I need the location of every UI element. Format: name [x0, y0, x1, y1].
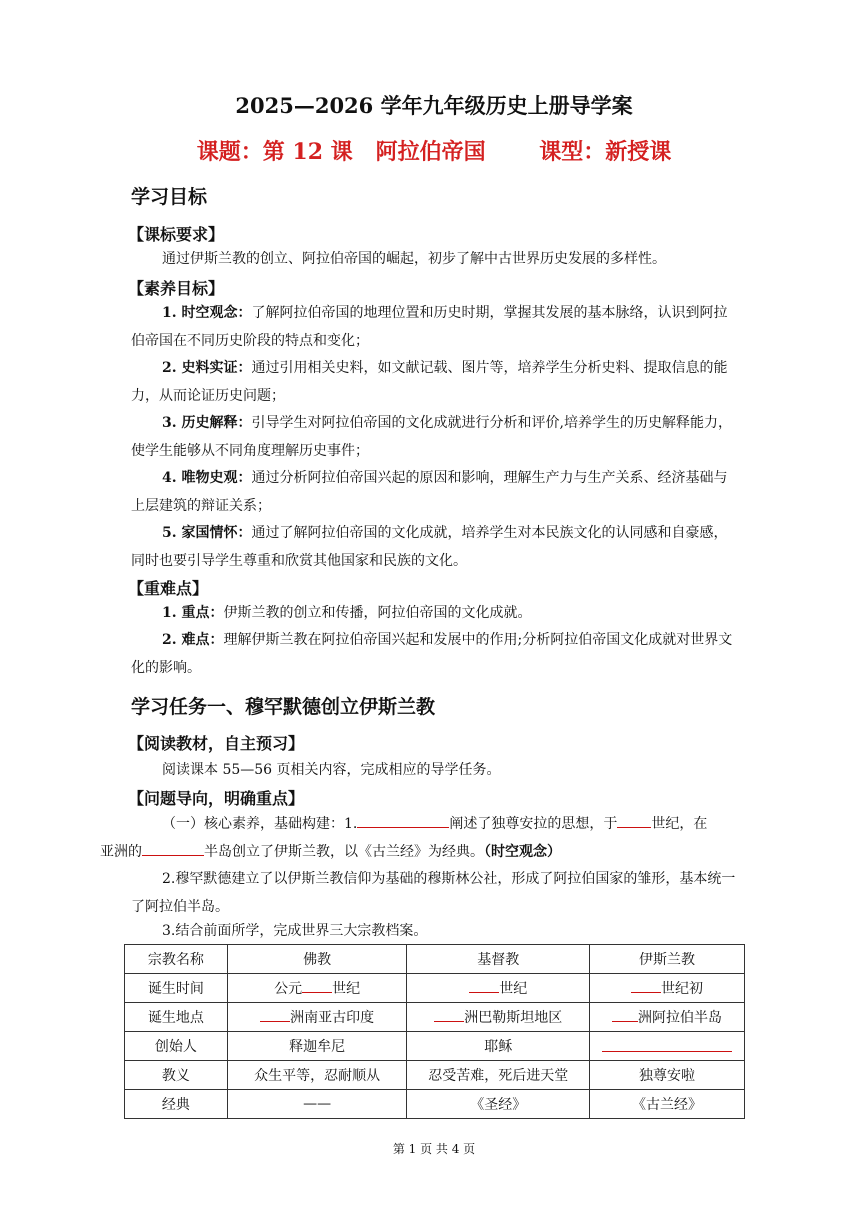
- task1-heading: 学习任务一、穆罕默德创立伊斯兰教: [131, 696, 436, 718]
- difficult-point-text: 理解伊斯兰教在阿拉伯帝国兴起和发展中的作用;分析阿拉伯帝国文化成就对世界文化的影响。: [131, 632, 733, 676]
- lesson-subtitle: 课题：第 12 课 阿拉伯帝国 课型：新授课: [196, 139, 672, 165]
- literacy-item: [131, 299, 741, 355]
- answer-blank[interactable]: [142, 841, 204, 856]
- question-3: 3.结合前面所学，完成世界三大宗教档案。: [162, 923, 428, 939]
- key-label: 【重难点】: [128, 579, 209, 598]
- answer-blank[interactable]: [469, 978, 499, 993]
- answer-blank[interactable]: [612, 1007, 638, 1022]
- cell-text: 世纪: [499, 981, 528, 997]
- table-cell: [407, 1003, 590, 1032]
- table-row-label: 创始人: [125, 1032, 228, 1061]
- table-cell: [590, 1032, 745, 1061]
- table-cell: 耶稣: [407, 1032, 590, 1061]
- answer-blank[interactable]: [260, 1007, 290, 1022]
- table-row: [125, 945, 745, 974]
- table-row: [125, 1061, 745, 1090]
- q1-text-a: （一）核心素养，基础构建：1.: [162, 816, 358, 832]
- page-footer: 第 1 页 共 4 页: [392, 1142, 476, 1156]
- table-cell: 忍受苦难，死后进天堂: [407, 1061, 590, 1090]
- literacy-item-text: 引导学生对阿拉伯帝国的文化成就进行分析和评价,培养学生的历史解释能力，使学生能够从不同角度理解历史事件；: [131, 415, 732, 459]
- table-row-label: 经典: [125, 1090, 228, 1119]
- answer-blank[interactable]: [302, 978, 332, 993]
- literacy-item-key: 5. 家国情怀：: [162, 525, 252, 541]
- literacy-item-key: 2. 史料实证：: [162, 360, 252, 376]
- cell-text: 世纪初: [661, 981, 703, 997]
- literacy-item: [131, 354, 741, 410]
- q1-text-c: 世纪，在: [651, 816, 708, 832]
- answer-blank[interactable]: [631, 978, 661, 993]
- literacy-item-key: 4. 唯物史观：: [162, 470, 252, 486]
- literacy-label: 【素养目标】: [128, 279, 225, 298]
- literacy-item-key: 1. 时空观念：: [162, 305, 252, 321]
- table-row-label: 诞生时间: [125, 974, 228, 1003]
- table-cell: 《古兰经》: [590, 1090, 745, 1119]
- q1-text-d: 亚洲的: [100, 844, 142, 860]
- goals-heading: 学习目标: [131, 186, 208, 208]
- literacy-item-text: 通过引用相关史料，如文献记载、图片等，培养学生分析史料、提取信息的能力，从而论证历史问题；: [131, 360, 728, 404]
- cell-text: 洲阿拉伯半岛: [638, 1010, 722, 1026]
- table-row-label: 教义: [125, 1061, 228, 1090]
- table-cell: [407, 974, 590, 1003]
- difficult-point: [131, 626, 741, 682]
- literacy-item: [131, 409, 741, 465]
- question-2: 2.穆罕默德建立了以伊斯兰教信仰为基础的穆斯林公社，形成了阿拉伯国家的雏形，基本统一了阿拉伯半岛。: [131, 871, 736, 915]
- table-header-cell: 基督教: [407, 945, 590, 974]
- table-row: [125, 974, 745, 1003]
- cell-text: 公元: [274, 981, 303, 997]
- q1-note: （时空观念）: [484, 844, 561, 860]
- table-cell: 释迦牟尼: [227, 1032, 407, 1061]
- table-row: [125, 1090, 745, 1119]
- table-cell: 众生平等，忍耐顺从: [227, 1061, 407, 1090]
- literacy-item: [131, 519, 741, 575]
- cell-text: 洲巴勒斯坦地区: [464, 1010, 563, 1026]
- literacy-item-key: 3. 历史解释：: [162, 415, 252, 431]
- difficult-point-key: 2. 难点：: [162, 632, 224, 648]
- cell-text: 洲南亚古印度: [290, 1010, 375, 1026]
- answer-blank[interactable]: [617, 813, 651, 828]
- answer-blank[interactable]: [434, 1007, 464, 1022]
- table-cell: [590, 1003, 745, 1032]
- table-row: [125, 1003, 745, 1032]
- religion-table: [124, 944, 745, 1119]
- answer-blank[interactable]: [602, 1037, 732, 1052]
- question-1: [100, 810, 741, 866]
- table-cell: ——: [227, 1090, 407, 1119]
- key-point: [131, 599, 741, 627]
- literacy-item: [131, 464, 741, 520]
- table-header-cell: 宗教名称: [125, 945, 228, 974]
- q1-text-e: 半岛创立了伊斯兰教，以《古兰经》为经典。: [204, 844, 484, 860]
- key-point-text: 伊斯兰教的创立和传播，阿拉伯帝国的文化成就。: [223, 605, 532, 621]
- question-label: 【问题导向，明确重点】: [128, 789, 305, 808]
- table-cell: [227, 1003, 407, 1032]
- table-cell: 《圣经》: [407, 1090, 590, 1119]
- literacy-item-text: 了解阿拉伯帝国的地理位置和历史时期，掌握其发展的基本脉络，认识到阿拉伯帝国在不同历史阶段的特点和变化；: [131, 305, 728, 349]
- read-label: 【阅读教材，自主预习】: [128, 734, 305, 753]
- literacy-item-text: 通过了解阿拉伯帝国的文化成就，培养学生对本民族文化的认同感和自豪感，同时也要引导学生尊重和欣赏其他国家和民族的文化。: [131, 525, 728, 569]
- read-text: 阅读课本 55—56 页相关内容，完成相应的导学任务。: [162, 762, 501, 778]
- table-cell: [590, 974, 745, 1003]
- answer-blank[interactable]: [357, 813, 449, 828]
- standard-text: 通过伊斯兰教的创立、阿拉伯帝国的崛起，初步了解中古世界历史发展的多样性。: [162, 251, 666, 267]
- standard-label: 【课标要求】: [128, 225, 225, 244]
- table-header-cell: 佛教: [227, 945, 407, 974]
- cell-text: 世纪: [332, 981, 361, 997]
- page-title: 2025—2026 学年九年级历史上册导学案: [235, 93, 633, 118]
- table-cell: [227, 974, 407, 1003]
- q1-text-b: 阐述了独尊安拉的思想，于: [449, 816, 618, 832]
- table-cell: 独尊安啦: [590, 1061, 745, 1090]
- table-row-label: 诞生地点: [125, 1003, 228, 1032]
- literacy-item-text: 通过分析阿拉伯帝国兴起的原因和影响，理解生产力与生产关系、经济基础与上层建筑的辩证关系；: [131, 470, 728, 514]
- key-point-key: 1. 重点：: [162, 605, 224, 621]
- table-row: [125, 1032, 745, 1061]
- table-header-cell: 伊斯兰教: [590, 945, 745, 974]
